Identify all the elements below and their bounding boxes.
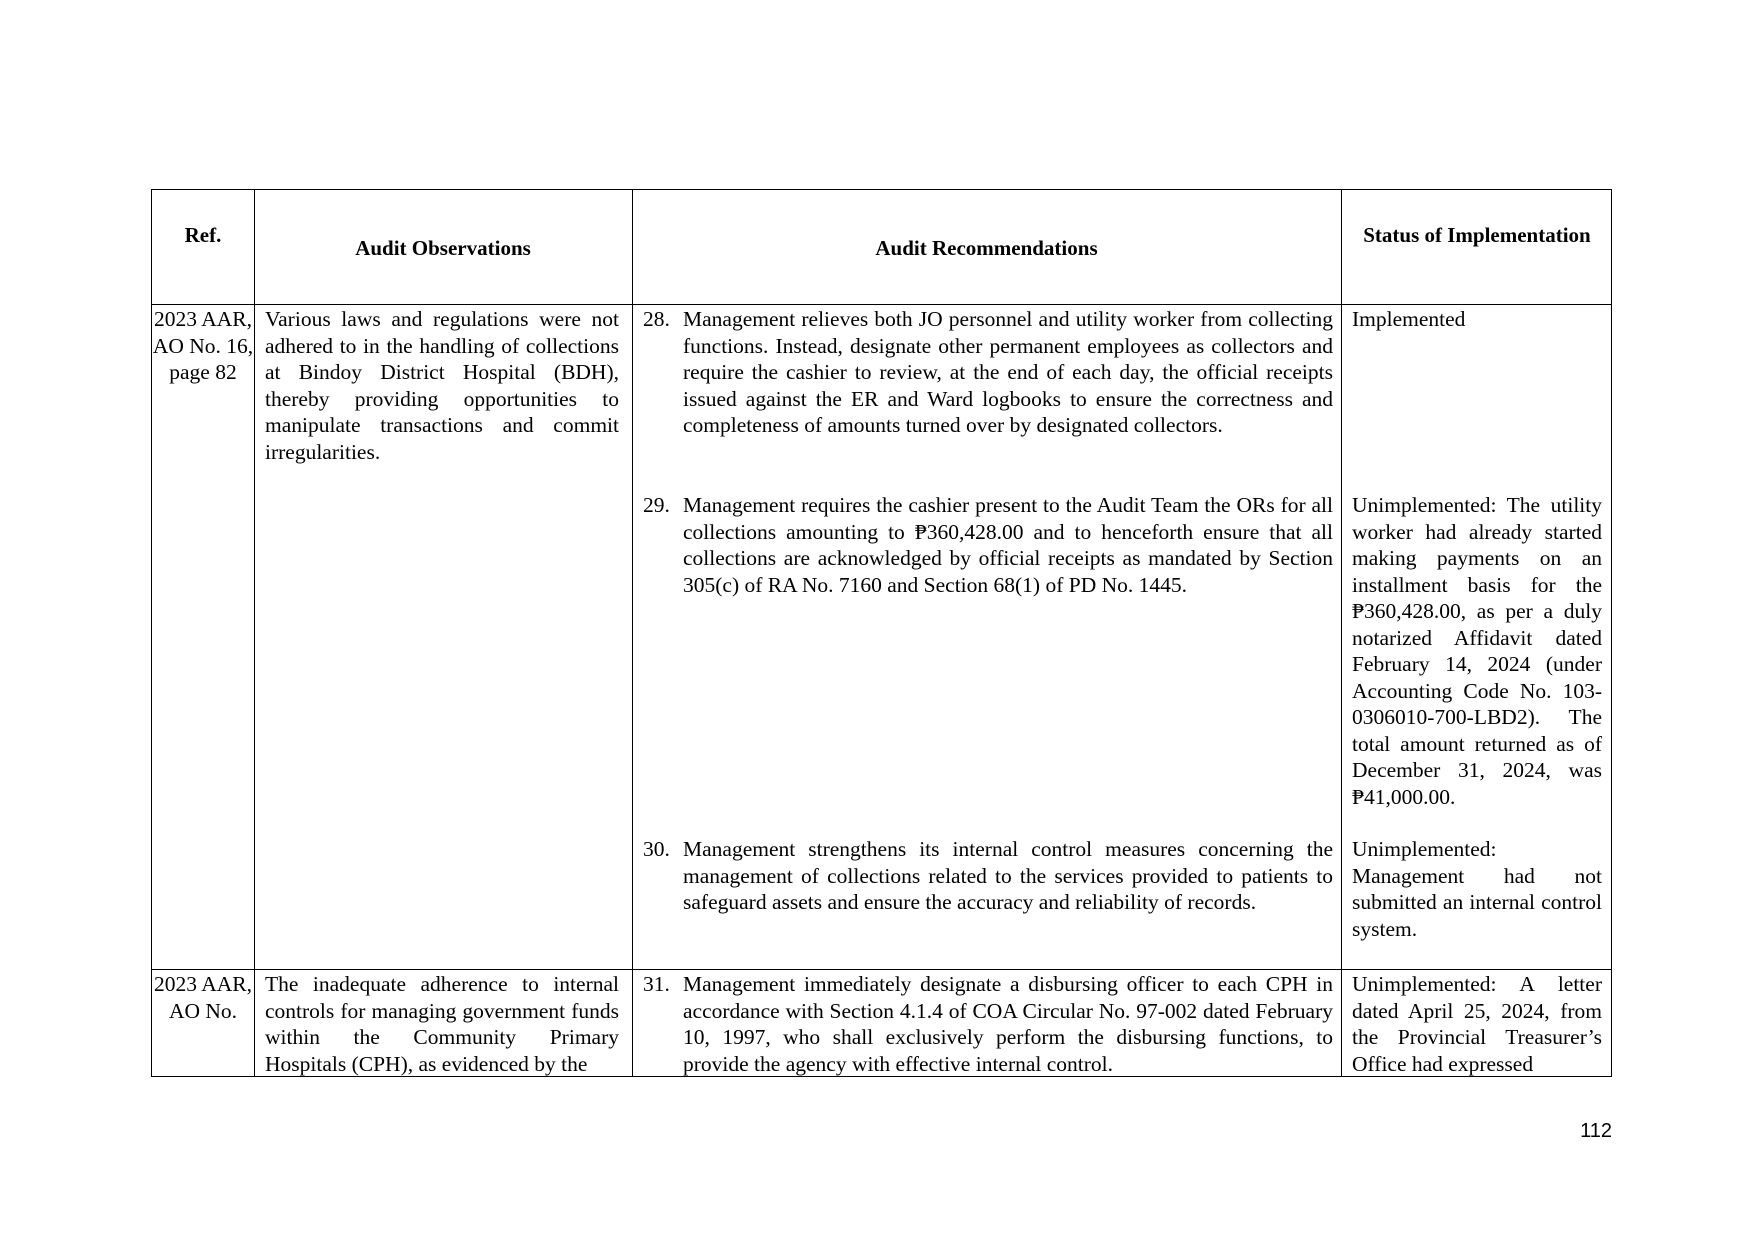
- recommendation-text: Management relieves both JO personnel and utility worker from collecting functions. Instead, designate other permanent employees as collectors and require the cashier to review, at the end of each day, the official receipts issued against the ER and Ward logbooks to ensure the correctness and completeness of amounts turned over by designated collectors.: [683, 307, 1333, 437]
- recommendation-number: 28.: [643, 307, 670, 331]
- recommendation-text: Management immediately designate a disbursing officer to each CPH in accordance with Section 4.1.4 of COA Circular No. 97-002 dated February 10, 1997, who shall exclusively perform the disbursing functions, to provide the agency with effective internal control.: [683, 972, 1333, 1076]
- header-ref: Ref.: [184, 223, 222, 247]
- status-30: Management had not submitted an internal control system.: [1352, 863, 1602, 941]
- recommendation-text: Management requires the cashier present to the Audit Team the ORs for all collections amounting to ₱360,428.00 and to henceforth ensure that all collections are acknowledged by official receipts as mandated by Section 305(c) of RA No. 7160 and Section 68(1) of PD No. 1445.: [683, 493, 1333, 597]
- status-30-label: Unimplemented:: [1352, 837, 1497, 861]
- column-divider: [254, 190, 255, 1076]
- recommendation-28: [643, 306, 1333, 439]
- recommendation-number: 31.: [643, 972, 670, 996]
- header-status: Status of Implementation: [1363, 223, 1591, 247]
- status-28: Implemented: [1352, 307, 1466, 331]
- column-divider: [1341, 190, 1342, 1076]
- recommendation-29: [643, 492, 1333, 598]
- recommendation-number: 29.: [643, 493, 670, 517]
- row-divider: [152, 969, 1611, 970]
- column-divider: [632, 190, 633, 1076]
- header-divider: [152, 304, 1611, 305]
- audit-findings-table: [151, 189, 1612, 1077]
- status-29: Unimplemented: The utility worker had already started making payments on an installment basis for the ₱360,428.00, as per a duly notarized Affidavit dated February 14, 2024 (under Accounting Code No. 103-0306010-700-LBD2). The total amount returned as of December 31, 2024, was ₱41,000.00.: [1352, 493, 1602, 809]
- header-recommendations: Audit Recommendations: [875, 236, 1098, 260]
- recommendation-text: Management strengthens its internal control measures concerning the management of collections related to the services provided to patients to safeguard assets and ensure the accuracy and reliability of records.: [683, 837, 1333, 914]
- row-1-ref: 2023 AAR, AO No. 16, page 82: [152, 307, 254, 384]
- recommendation-number: 30.: [643, 837, 670, 861]
- page-number: 112: [1580, 1120, 1612, 1142]
- header-observations: Audit Observations: [355, 236, 531, 260]
- recommendation-31: [643, 971, 1333, 1077]
- row-2-ref: 2023 AAR, AO No.: [154, 972, 252, 1023]
- row-1-observation: Various laws and regulations were not adhered to in the handling of collections at Bindoy District Hospital (BDH), thereby providing opportunities to manipulate transactions and commit irregularities.: [265, 307, 619, 464]
- recommendation-30: [643, 836, 1333, 916]
- row-2-observation: The inadequate adherence to internal controls for managing government funds within the Community Primary Hospitals (CPH), as evidenced by the: [265, 972, 619, 1076]
- status-31: Unimplemented: A letter dated April 25, 2024, from the Provincial Treasurer’s Office had expressed: [1352, 972, 1602, 1076]
